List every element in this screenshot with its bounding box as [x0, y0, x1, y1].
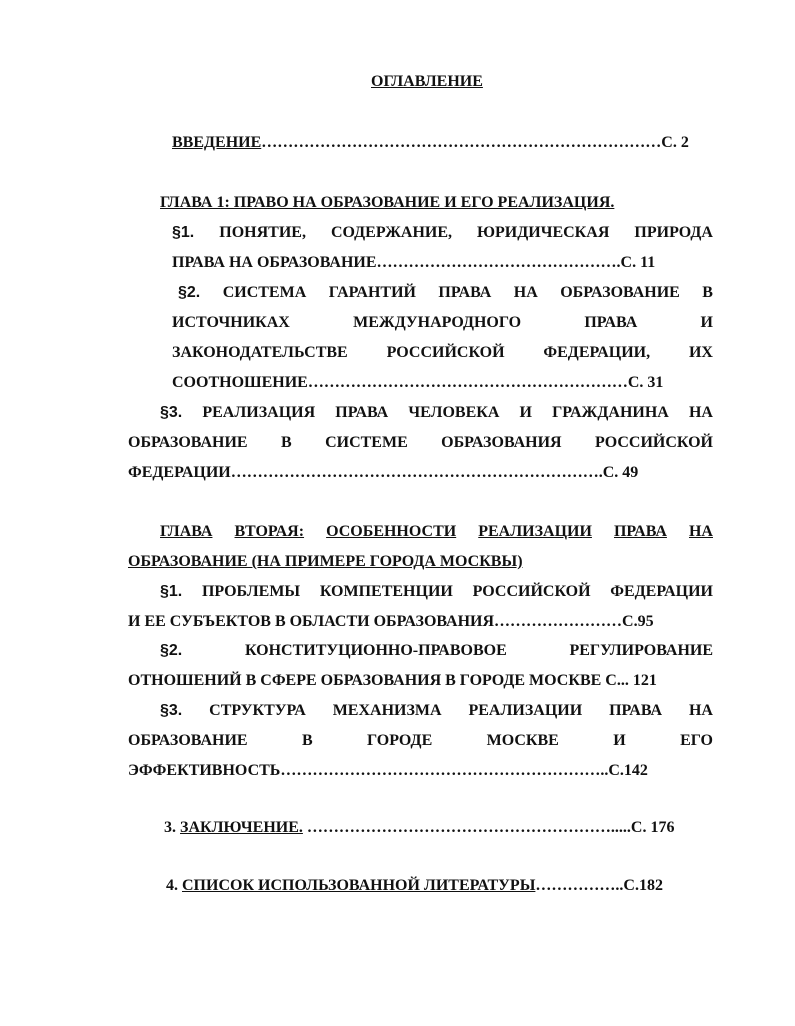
- ch2-s2-line1: [160, 641, 713, 661]
- toc-word: РЕАЛИЗАЦИИ: [478, 523, 592, 540]
- ch1-s2-line3: [172, 343, 713, 363]
- toc-word: НА: [688, 702, 713, 719]
- toc-word: РОССИЙСКОЙ: [386, 344, 505, 361]
- toc-word: ПРАВА: [335, 404, 389, 421]
- chapter2-heading-line1: [160, 522, 713, 542]
- toc-word: ГОРОДЕ: [367, 732, 433, 749]
- toc-word: ЗАКОНОДАТЕЛЬСТВЕ: [172, 344, 348, 361]
- toc-word: ЧЕЛОВЕКА: [408, 404, 500, 421]
- ch2-s1-line2[interactable]: И ЕЕ СУБЪЕКТОВ В ОБЛАСТИ ОБРАЗОВАНИЯ……………………С.95: [128, 613, 654, 630]
- toc-word: И: [613, 732, 626, 749]
- ch2-s3-line2: [128, 731, 713, 751]
- toc-word: ВТОРАЯ:: [234, 523, 305, 540]
- ch1-s2-line4[interactable]: СООТНОШЕНИЕ……………………………………………………С. 31: [172, 374, 664, 391]
- ch1-s2-line1: [178, 283, 713, 303]
- toc-word: §2.: [178, 284, 201, 301]
- toc-word: В: [280, 434, 292, 451]
- toc-word: ИХ: [688, 344, 713, 361]
- bibliography-num: 4.: [166, 877, 178, 894]
- toc-word: СИСТЕМЕ: [325, 434, 408, 451]
- bibliography-label: СПИСОК ИСПОЛЬЗОВАННОЙ ЛИТЕРАТУРЫ: [182, 877, 536, 894]
- toc-word: РЕАЛИЗАЦИИ: [468, 702, 583, 719]
- toc-word: ИСТОЧНИКАХ: [172, 314, 290, 331]
- toc-word: ФЕДЕРАЦИИ: [610, 583, 713, 600]
- toc-word: СИСТЕМА: [222, 284, 307, 301]
- toc-word: СТРУКТУРА: [209, 702, 306, 719]
- toc-word: ЮРИДИЧЕСКАЯ: [477, 224, 610, 241]
- toc-word: РОССИЙСКОЙ: [595, 434, 713, 451]
- toc-word: НА: [688, 523, 713, 540]
- toc-word: В: [702, 284, 713, 301]
- intro-label: ВВЕДЕНИЕ: [172, 134, 262, 151]
- toc-word: ПРАВА: [613, 523, 667, 540]
- toc-word: §2.: [160, 642, 183, 659]
- toc-word: ПРОБЛЕМЫ: [201, 583, 301, 600]
- toc-word: ПРАВА: [584, 314, 638, 331]
- toc-word: В: [301, 732, 313, 749]
- toc-word: СОДЕРЖАНИЕ,: [330, 224, 452, 241]
- conclusion-leader: ………………………………………………….....С. 176: [302, 819, 675, 836]
- toc-word: РЕАЛИЗАЦИЯ: [202, 404, 316, 421]
- toc-word: МЕЖДУНАРОДНОГО: [353, 314, 522, 331]
- conclusion-num: 3.: [164, 819, 176, 836]
- toc-entry-conclusion[interactable]: [164, 818, 674, 838]
- toc-word: ПРИРОДА: [634, 224, 713, 241]
- toc-word: НА: [688, 404, 713, 421]
- ch1-s1-line1: [172, 223, 713, 243]
- toc-word: И: [700, 314, 713, 331]
- toc-word: ПРАВА: [609, 702, 663, 719]
- toc-word: НА: [513, 284, 538, 301]
- ch1-s3-line3[interactable]: ФЕДЕРАЦИИ…………………………………………………………….С. 49: [128, 464, 639, 481]
- toc-word: КОНСТИТУЦИОННО-ПРАВОВОЕ: [244, 642, 507, 659]
- toc-word: ФЕДЕРАЦИИ,: [543, 344, 651, 361]
- toc-word: ЕГО: [680, 732, 713, 749]
- toc-word: РОССИЙСКОЙ: [472, 583, 591, 600]
- ch2-s3-line3[interactable]: ЭФФЕКТИВНОСТЬ……………………………………………………..С.142: [128, 762, 648, 779]
- toc-word: ПОНЯТИЕ,: [219, 224, 306, 241]
- toc-word: §3.: [160, 404, 183, 421]
- toc-word: ОБРАЗОВАНИЯ: [441, 434, 562, 451]
- chapter2-heading-line2: ОБРАЗОВАНИЕ (НА ПРИМЕРЕ ГОРОДА МОСКВЫ): [128, 553, 523, 570]
- ch1-s3-line2: [128, 433, 713, 453]
- ch2-s1-line1: [160, 582, 713, 602]
- toc-word: §3.: [160, 702, 183, 719]
- ch1-s2-line2: [172, 313, 713, 333]
- toc-title: ОГЛАВЛЕНИЕ: [371, 73, 483, 90]
- ch1-s3-line1: [160, 403, 713, 423]
- conclusion-label: ЗАКЛЮЧЕНИЕ.: [180, 819, 303, 836]
- toc-entry-bibliography[interactable]: [166, 876, 663, 896]
- toc-word: ГАРАНТИЙ: [328, 284, 416, 301]
- toc-word: ОСОБЕННОСТИ: [326, 523, 457, 540]
- toc-word: §1.: [172, 224, 195, 241]
- toc-word: ОБРАЗОВАНИЕ: [560, 284, 680, 301]
- ch2-s2-line2[interactable]: ОТНОШЕНИЙ В СФЕРЕ ОБРАЗОВАНИЯ В ГОРОДЕ МОСКВЕ С... 121: [128, 672, 657, 689]
- toc-word: ГРАЖДАНИНА: [552, 404, 669, 421]
- toc-word: ГЛАВА: [160, 523, 213, 540]
- ch1-s1-line2[interactable]: ПРАВА НА ОБРАЗОВАНИЕ……………………………………….С. 11: [172, 254, 656, 271]
- intro-leader: …………………………………………………………………: [261, 134, 662, 151]
- bibliography-leader: ……………..С.182: [535, 877, 663, 894]
- toc-word: РЕГУЛИРОВАНИЕ: [569, 642, 713, 659]
- toc-word: §1.: [160, 583, 183, 600]
- toc-word: ОБРАЗОВАНИЕ: [128, 434, 248, 451]
- intro-page: С. 2: [661, 134, 689, 151]
- toc-word: КОМПЕТЕНЦИИ: [319, 583, 453, 600]
- toc-word: И: [519, 404, 532, 421]
- toc-word: МЕХАНИЗМА: [332, 702, 442, 719]
- toc-word: ОБРАЗОВАНИЕ: [128, 732, 248, 749]
- ch2-s3-line1: [160, 701, 713, 721]
- toc-entry-intro[interactable]: [172, 133, 689, 153]
- toc-word: МОСКВЕ: [486, 732, 559, 749]
- toc-word: ПРАВА: [438, 284, 492, 301]
- chapter1-heading: ГЛАВА 1: ПРАВО НА ОБРАЗОВАНИЕ И ЕГО РЕАЛИЗАЦИЯ.: [160, 194, 615, 211]
